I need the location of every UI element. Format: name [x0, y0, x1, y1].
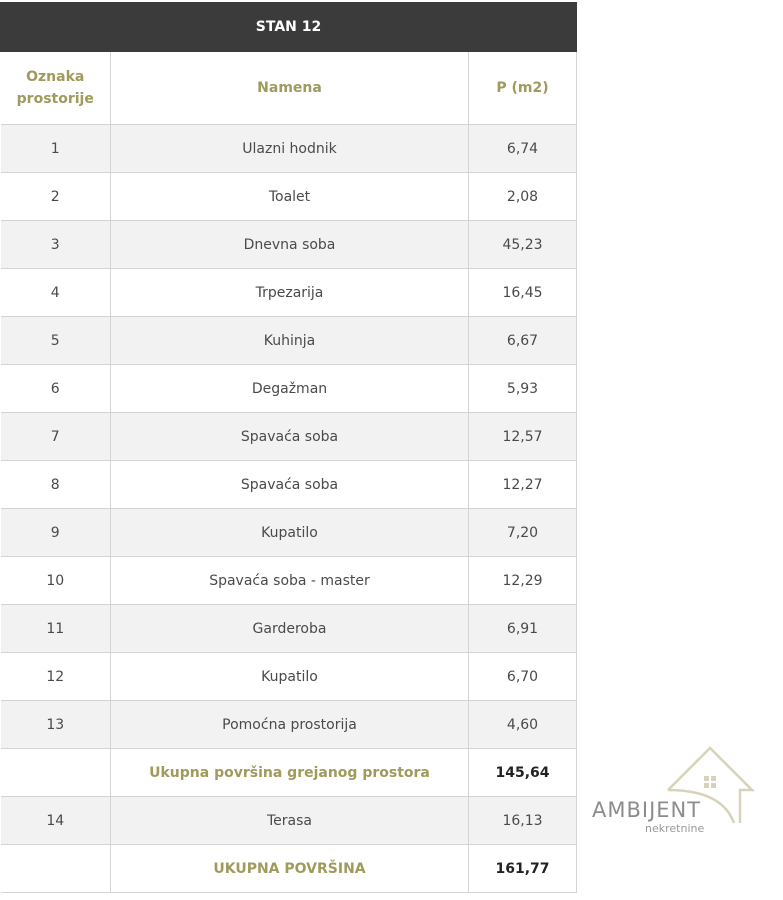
room-area: 6,74: [469, 125, 577, 173]
room-purpose: Garderoba: [111, 605, 469, 653]
table-row: [1, 605, 577, 653]
room-code: 5: [1, 317, 111, 365]
room-code: 1: [1, 125, 111, 173]
grand-total-label: UKUPNA POVRŠINA: [111, 845, 469, 893]
table-row: [1, 461, 577, 509]
room-code: 9: [1, 509, 111, 557]
room-code: 7: [1, 413, 111, 461]
room-code: 10: [1, 557, 111, 605]
grand-total-row: [1, 845, 577, 893]
room-purpose: Kupatilo: [111, 509, 469, 557]
empty-code-cell: [1, 749, 111, 797]
column-header-code: Oznaka prostorije: [1, 52, 111, 125]
room-code: 4: [1, 269, 111, 317]
room-code: 2: [1, 173, 111, 221]
room-purpose: Terasa: [111, 797, 469, 845]
room-area-table-container: [0, 2, 576, 893]
room-area: 6,91: [469, 605, 577, 653]
room-code: 12: [1, 653, 111, 701]
room-purpose: Degažman: [111, 365, 469, 413]
room-code: 6: [1, 365, 111, 413]
room-purpose: Trpezarija: [111, 269, 469, 317]
ambijent-logo: [592, 745, 762, 840]
column-header-row: [1, 52, 577, 125]
room-area: 12,27: [469, 461, 577, 509]
empty-code-cell: [1, 845, 111, 893]
logo-subtitle: nekretnine: [645, 822, 705, 835]
table-row: [1, 269, 577, 317]
column-header-purpose: Namena: [111, 52, 469, 125]
room-area: 12,57: [469, 413, 577, 461]
table-row: [1, 221, 577, 269]
room-code: 11: [1, 605, 111, 653]
room-area: 16,13: [469, 797, 577, 845]
room-area-table: [0, 2, 577, 893]
room-code: 14: [1, 797, 111, 845]
table-row: [1, 701, 577, 749]
room-purpose: Kuhinja: [111, 317, 469, 365]
room-area: 5,93: [469, 365, 577, 413]
room-purpose: Ulazni hodnik: [111, 125, 469, 173]
room-purpose: Spavaća soba - master: [111, 557, 469, 605]
table-row: [1, 557, 577, 605]
table-row: [1, 413, 577, 461]
logo-name: AMBIJENT: [592, 798, 702, 822]
table-row: [1, 173, 577, 221]
room-code: 3: [1, 221, 111, 269]
room-code: 8: [1, 461, 111, 509]
room-area: 4,60: [469, 701, 577, 749]
terrace-row: [1, 797, 577, 845]
table-row: [1, 365, 577, 413]
room-purpose: Spavaća soba: [111, 461, 469, 509]
heated-total-label: Ukupna površina grejanog prostora: [111, 749, 469, 797]
room-area: 12,29: [469, 557, 577, 605]
table-row: [1, 653, 577, 701]
room-code: 13: [1, 701, 111, 749]
grand-total-area: 161,77: [469, 845, 577, 893]
room-purpose: Kupatilo: [111, 653, 469, 701]
room-area: 2,08: [469, 173, 577, 221]
room-purpose: Toalet: [111, 173, 469, 221]
table-row: [1, 125, 577, 173]
heated-total-area: 145,64: [469, 749, 577, 797]
room-area: 7,20: [469, 509, 577, 557]
room-area: 16,45: [469, 269, 577, 317]
room-purpose: Pomoćna prostorija: [111, 701, 469, 749]
table-row: [1, 509, 577, 557]
table-row: [1, 317, 577, 365]
room-area: 45,23: [469, 221, 577, 269]
room-area: 6,67: [469, 317, 577, 365]
heated-total-row: [1, 749, 577, 797]
column-header-area: P (m2): [469, 52, 577, 125]
room-purpose: Spavaća soba: [111, 413, 469, 461]
table-title: STAN 12: [1, 3, 577, 52]
room-area: 6,70: [469, 653, 577, 701]
room-purpose: Dnevna soba: [111, 221, 469, 269]
